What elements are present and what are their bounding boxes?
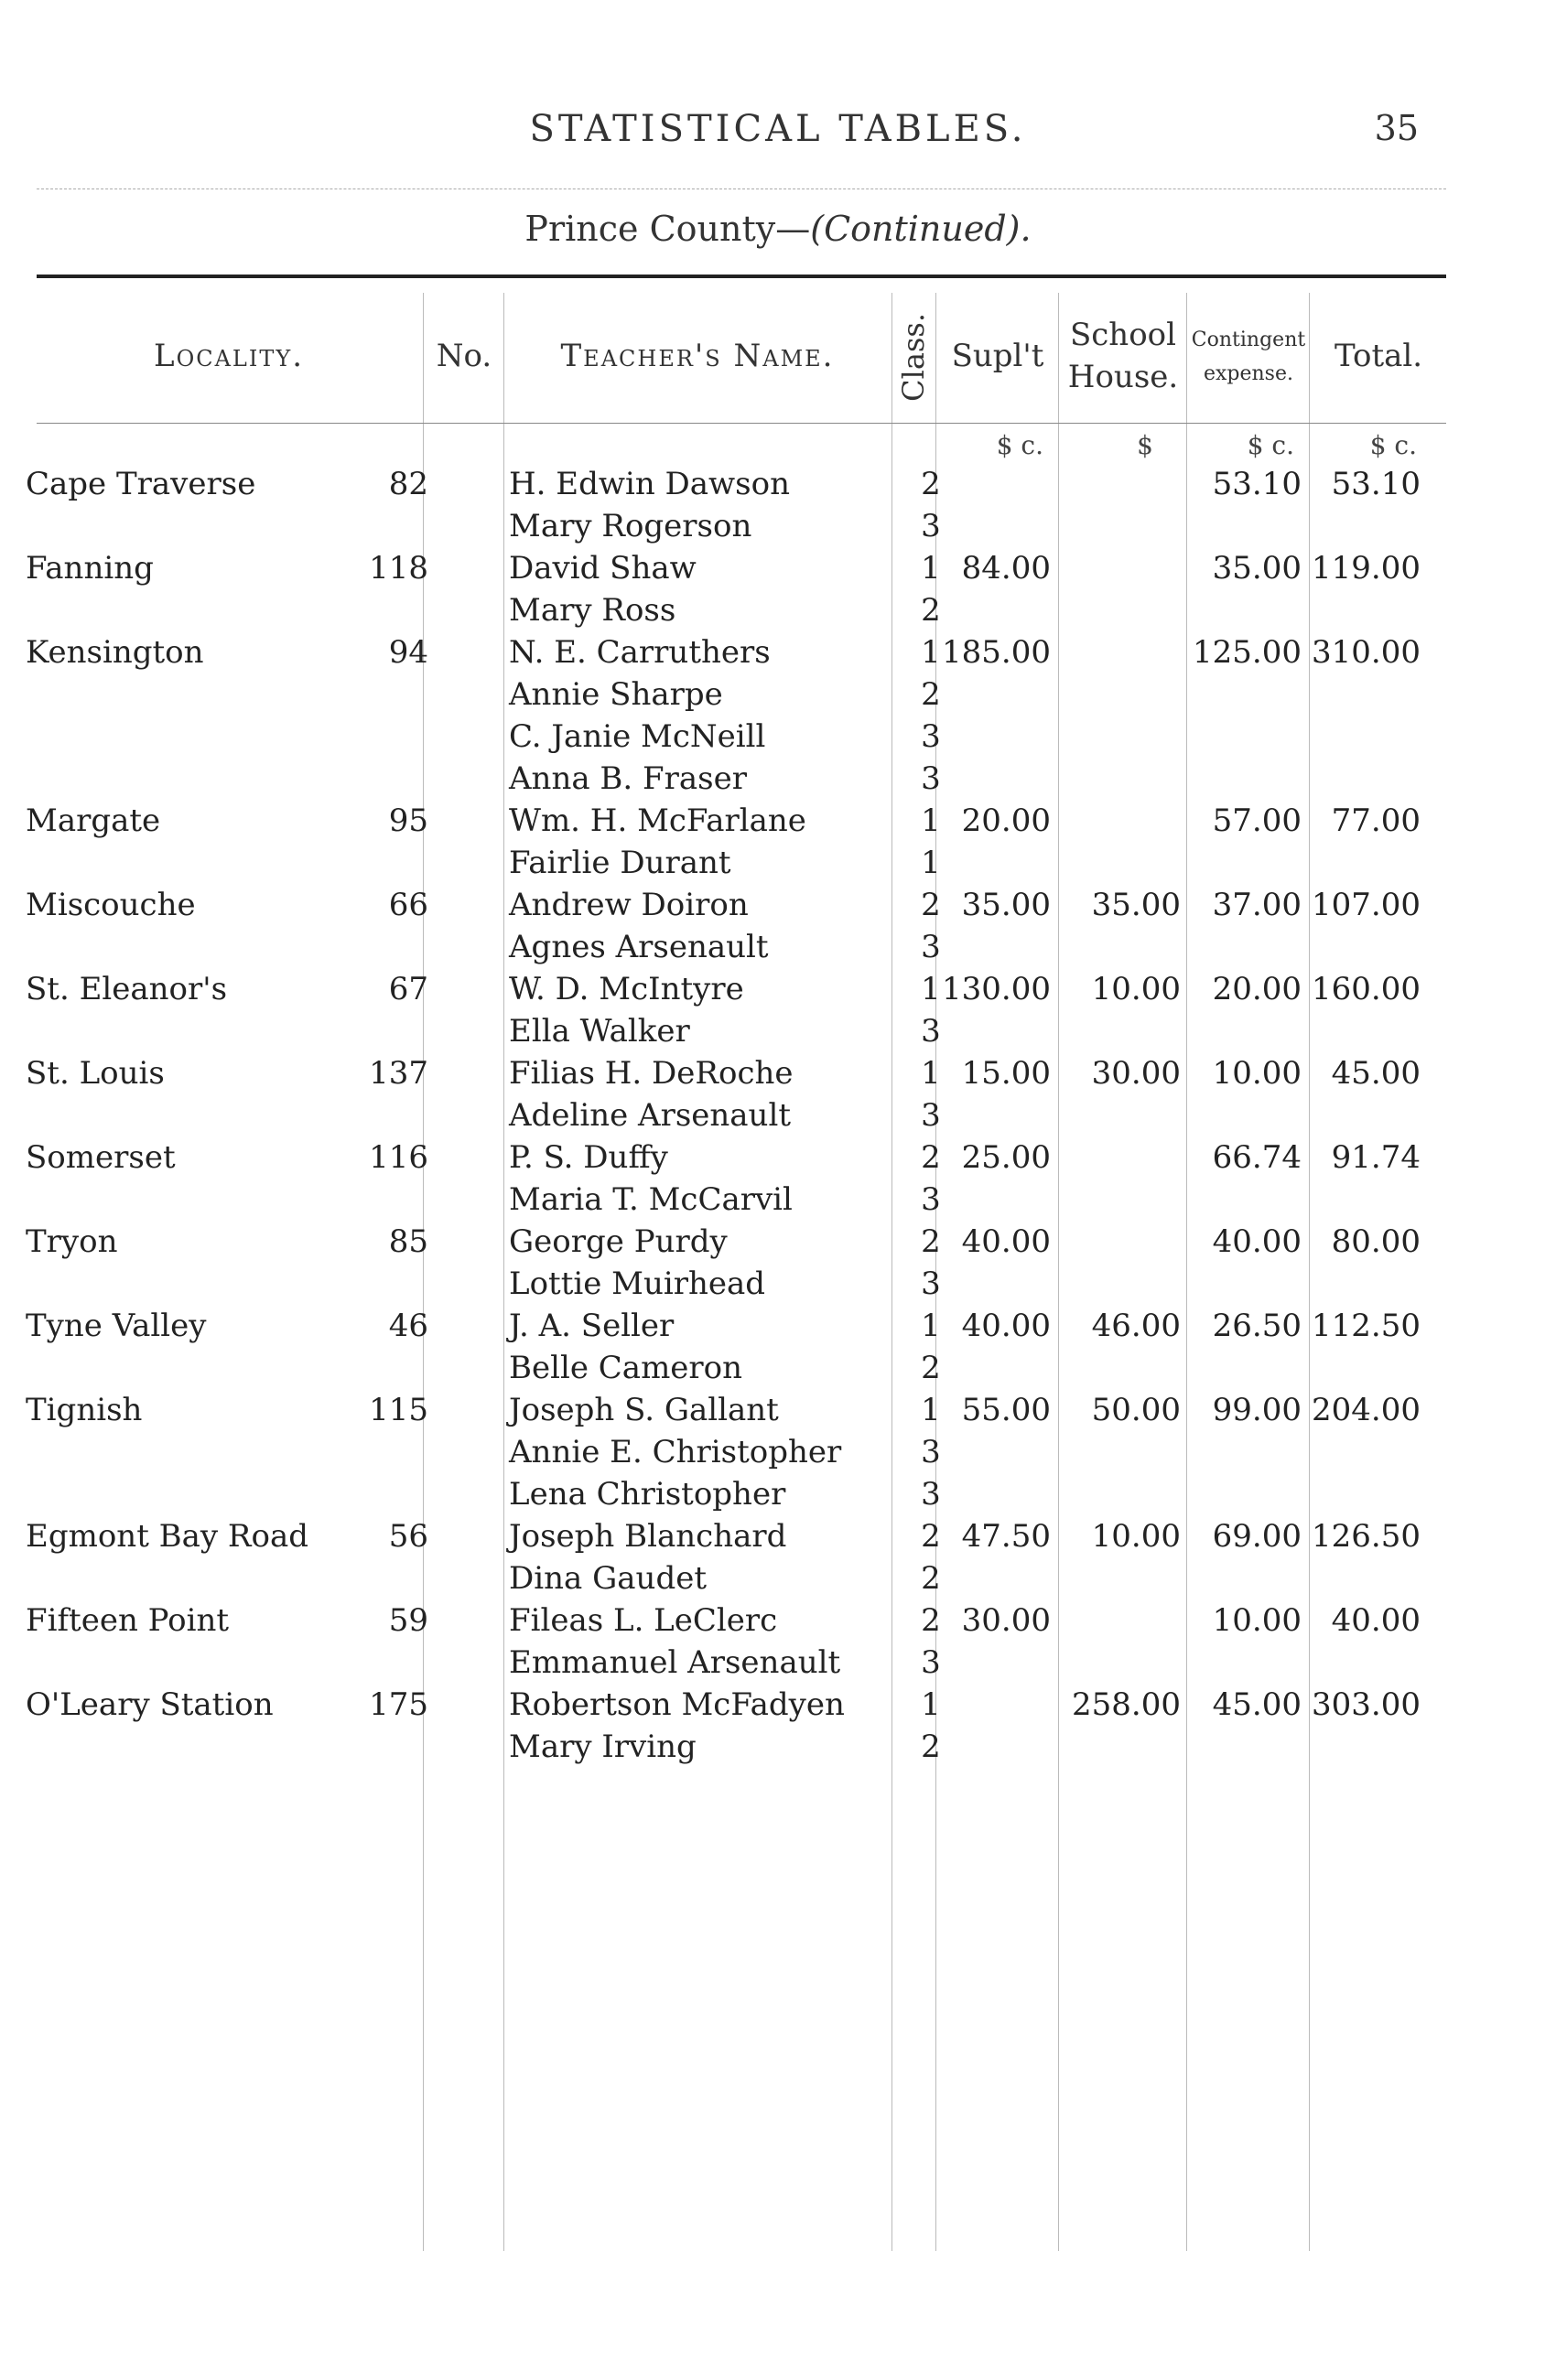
- table-row: [0, 1642, 1556, 1684]
- class-cell: 3: [921, 1476, 941, 1513]
- contingent-cell: 10.00: [1212, 1602, 1302, 1639]
- contingent-cell: 53.10: [1212, 466, 1302, 502]
- contingent-cell: 40.00: [1212, 1223, 1302, 1260]
- table-row: [0, 1431, 1556, 1473]
- total-cell: 80.00: [1331, 1223, 1421, 1260]
- class-cell: 3: [921, 1644, 941, 1681]
- contingent-cell: 66.74: [1212, 1139, 1302, 1176]
- teacher-name-cell: Emmanuel Arsenault: [509, 1644, 841, 1681]
- table-row: [0, 1347, 1556, 1389]
- school-number-cell: 95: [388, 802, 428, 839]
- header-teacher-name: Teacher's Name.: [560, 338, 835, 375]
- class-cell: 2: [921, 676, 941, 713]
- class-cell: 3: [921, 1434, 941, 1470]
- locality-cell: St. Eleanor's: [26, 971, 228, 1007]
- school-number-cell: 46: [388, 1308, 428, 1344]
- teacher-name-cell: David Shaw: [509, 550, 697, 587]
- table-row: [0, 1473, 1556, 1515]
- school-house-cell: 50.00: [1091, 1392, 1181, 1428]
- class-cell: 2: [921, 1602, 941, 1639]
- teacher-name-cell: P. S. Duffy: [509, 1139, 668, 1176]
- table-subtitle: [0, 209, 1556, 249]
- class-cell: 2: [921, 1728, 941, 1765]
- table-row: [0, 1136, 1556, 1179]
- teacher-name-cell: Mary Rogerson: [509, 508, 752, 544]
- total-cell: 303.00: [1312, 1686, 1421, 1723]
- header-rule: [37, 188, 1446, 189]
- teacher-name-cell: Ella Walker: [509, 1013, 690, 1050]
- teacher-name-cell: George Purdy: [509, 1223, 728, 1260]
- table-row: [0, 1263, 1556, 1305]
- total-cell: 91.74: [1331, 1139, 1421, 1176]
- table-row: [0, 1599, 1556, 1642]
- header-school-house-line2: House.: [1067, 359, 1179, 395]
- table-row: [0, 842, 1556, 884]
- class-cell: 3: [921, 760, 941, 797]
- suplt-cell: 20.00: [961, 802, 1051, 839]
- school-house-cell: 35.00: [1091, 887, 1181, 923]
- school-number-cell: 94: [388, 634, 428, 671]
- table-row: [0, 968, 1556, 1010]
- subtitle-main: Prince County—: [524, 209, 811, 249]
- class-cell: 3: [921, 718, 941, 755]
- locality-cell: Tyne Valley: [26, 1308, 207, 1344]
- teacher-name-cell: Anna B. Fraser: [509, 760, 747, 797]
- teacher-name-cell: Wm. H. McFarlane: [509, 802, 806, 839]
- school-number-cell: 67: [388, 971, 428, 1007]
- teacher-name-cell: H. Edwin Dawson: [509, 466, 790, 502]
- total-cell: 160.00: [1312, 971, 1421, 1007]
- unit-school-house: $: [1137, 430, 1153, 460]
- locality-cell: Somerset: [26, 1139, 176, 1176]
- suplt-cell: 40.00: [961, 1308, 1051, 1344]
- teacher-name-cell: J. A. Seller: [509, 1308, 675, 1344]
- contingent-cell: 10.00: [1212, 1055, 1302, 1092]
- suplt-cell: 84.00: [961, 550, 1051, 587]
- total-cell: 310.00: [1312, 634, 1421, 671]
- table-row: [0, 800, 1556, 842]
- total-cell: 107.00: [1312, 887, 1421, 923]
- teacher-name-cell: Lottie Muirhead: [509, 1265, 766, 1302]
- teacher-name-cell: C. Janie McNeill: [509, 718, 766, 755]
- table-row: [0, 1010, 1556, 1052]
- page-number: 35: [1374, 108, 1419, 148]
- total-cell: 45.00: [1331, 1055, 1421, 1092]
- class-cell: 1: [921, 550, 941, 587]
- school-number-cell: 56: [388, 1518, 428, 1555]
- table-row: [0, 758, 1556, 800]
- locality-cell: Miscouche: [26, 887, 196, 923]
- header-school-house-line1: School: [1069, 317, 1177, 354]
- teacher-name-cell: Fileas L. LeClerc: [509, 1602, 778, 1639]
- school-number-cell: 59: [388, 1602, 428, 1639]
- header-school-house: [1060, 293, 1186, 421]
- table-row: [0, 926, 1556, 968]
- teacher-name-cell: Andrew Doiron: [509, 887, 749, 923]
- school-number-cell: 85: [388, 1223, 428, 1260]
- total-cell: 126.50: [1312, 1518, 1421, 1555]
- unit-suplt: $ c.: [996, 430, 1043, 460]
- table-row: [0, 1684, 1556, 1726]
- table-row: [0, 547, 1556, 589]
- teacher-name-cell: Annie E. Christopher: [509, 1434, 842, 1470]
- total-cell: 53.10: [1331, 466, 1421, 502]
- school-number-cell: 175: [369, 1686, 428, 1723]
- school-house-cell: 46.00: [1091, 1308, 1181, 1344]
- suplt-cell: 30.00: [961, 1602, 1051, 1639]
- teacher-name-cell: Belle Cameron: [509, 1350, 743, 1386]
- total-cell: 40.00: [1331, 1602, 1421, 1639]
- contingent-cell: 35.00: [1212, 550, 1302, 587]
- class-cell: 1: [921, 1686, 941, 1723]
- suplt-cell: 40.00: [961, 1223, 1051, 1260]
- locality-cell: Tryon: [26, 1223, 118, 1260]
- table-row: [0, 1557, 1556, 1599]
- teacher-name-cell: Fairlie Durant: [509, 845, 731, 881]
- total-cell: 119.00: [1312, 550, 1421, 587]
- school-number-cell: 66: [388, 887, 428, 923]
- contingent-cell: 57.00: [1212, 802, 1302, 839]
- class-cell: 2: [921, 1518, 941, 1555]
- table-row: [0, 589, 1556, 631]
- locality-cell: Tignish: [26, 1392, 143, 1428]
- teacher-name-cell: Annie Sharpe: [509, 676, 723, 713]
- table-row: [0, 1389, 1556, 1431]
- table-row: [0, 631, 1556, 673]
- table-row: [0, 463, 1556, 505]
- class-cell: 1: [921, 1392, 941, 1428]
- class-cell: 2: [921, 1560, 941, 1597]
- class-cell: 1: [921, 634, 941, 671]
- teacher-name-cell: Robertson McFadyen: [509, 1686, 845, 1723]
- locality-cell: Kensington: [26, 634, 204, 671]
- class-cell: 3: [921, 1097, 941, 1134]
- class-cell: 3: [921, 508, 941, 544]
- suplt-cell: 35.00: [961, 887, 1051, 923]
- header-suplt: Supl't: [951, 338, 1044, 375]
- contingent-cell: 20.00: [1212, 971, 1302, 1007]
- table-top-rule: [37, 275, 1446, 278]
- contingent-cell: 69.00: [1212, 1518, 1302, 1555]
- total-cell: 77.00: [1331, 802, 1421, 839]
- header-class: [893, 293, 935, 421]
- school-number-cell: 116: [369, 1139, 428, 1176]
- locality-cell: St. Louis: [26, 1055, 165, 1092]
- header-class-label: Class.: [896, 312, 932, 402]
- unit-total: $ c.: [1369, 430, 1417, 460]
- header-locality: Locality.: [153, 338, 305, 375]
- header-no: No.: [436, 338, 492, 375]
- table-row: [0, 1094, 1556, 1136]
- suplt-cell: 130.00: [942, 971, 1051, 1007]
- class-cell: 2: [921, 592, 941, 629]
- suplt-cell: 185.00: [942, 634, 1051, 671]
- locality-cell: Margate: [26, 802, 161, 839]
- header-contingent-line1: Contingent: [1191, 328, 1306, 351]
- subtitle-continued: (Continued).: [810, 209, 1032, 249]
- class-cell: 3: [921, 929, 941, 965]
- table-row: [0, 1515, 1556, 1557]
- total-cell: 204.00: [1312, 1392, 1421, 1428]
- school-house-cell: 10.00: [1091, 971, 1181, 1007]
- class-cell: 1: [921, 802, 941, 839]
- contingent-cell: 99.00: [1212, 1392, 1302, 1428]
- class-cell: 2: [921, 466, 941, 502]
- school-number-cell: 115: [369, 1392, 428, 1428]
- suplt-cell: 47.50: [961, 1518, 1051, 1555]
- table-row: [0, 884, 1556, 926]
- header-total: Total.: [1334, 338, 1423, 375]
- table-row: [0, 1179, 1556, 1221]
- class-cell: 2: [921, 1350, 941, 1386]
- table-row: [0, 1221, 1556, 1263]
- school-number-cell: 137: [369, 1055, 428, 1092]
- teacher-name-cell: W. D. McIntyre: [509, 971, 744, 1007]
- teacher-name-cell: Lena Christopher: [509, 1476, 786, 1513]
- suplt-cell: 15.00: [961, 1055, 1051, 1092]
- contingent-cell: 26.50: [1212, 1308, 1302, 1344]
- header-bottom-rule: [37, 423, 1446, 424]
- school-number-cell: 118: [369, 550, 428, 587]
- class-cell: 1: [921, 1055, 941, 1092]
- table-row: [0, 716, 1556, 758]
- table-row: [0, 673, 1556, 716]
- header-contingent-line2: expense.: [1203, 362, 1293, 385]
- table-row: [0, 505, 1556, 547]
- teacher-name-cell: Mary Ross: [509, 592, 676, 629]
- contingent-cell: 37.00: [1212, 887, 1302, 923]
- table-row: [0, 1052, 1556, 1094]
- school-number-cell: 82: [388, 466, 428, 502]
- locality-cell: O'Leary Station: [26, 1686, 274, 1723]
- class-cell: 1: [921, 845, 941, 881]
- table-row: [0, 1305, 1556, 1347]
- unit-contingent: $ c.: [1247, 430, 1294, 460]
- locality-cell: Egmont Bay Road: [26, 1518, 309, 1555]
- class-cell: 1: [921, 1308, 941, 1344]
- school-house-cell: 258.00: [1072, 1686, 1181, 1723]
- class-cell: 3: [921, 1181, 941, 1218]
- locality-cell: Fanning: [26, 550, 154, 587]
- class-cell: 2: [921, 1139, 941, 1176]
- locality-cell: Cape Traverse: [26, 466, 256, 502]
- teacher-name-cell: Dina Gaudet: [509, 1560, 707, 1597]
- suplt-cell: 25.00: [961, 1139, 1051, 1176]
- class-cell: 1: [921, 971, 941, 1007]
- header-contingent-expense: [1188, 293, 1309, 421]
- school-house-cell: 30.00: [1091, 1055, 1181, 1092]
- teacher-name-cell: Maria T. McCarvil: [509, 1181, 793, 1218]
- teacher-name-cell: Adeline Arsenault: [509, 1097, 791, 1134]
- total-cell: 112.50: [1312, 1308, 1421, 1344]
- school-house-cell: 10.00: [1091, 1518, 1181, 1555]
- class-cell: 2: [921, 887, 941, 923]
- teacher-name-cell: Joseph S. Gallant: [509, 1392, 779, 1428]
- suplt-cell: 55.00: [961, 1392, 1051, 1428]
- class-cell: 3: [921, 1013, 941, 1050]
- teacher-name-cell: N. E. Carruthers: [509, 634, 771, 671]
- contingent-cell: 45.00: [1212, 1686, 1302, 1723]
- locality-cell: Fifteen Point: [26, 1602, 230, 1639]
- teacher-name-cell: Joseph Blanchard: [509, 1518, 787, 1555]
- running-title: STATISTICAL TABLES.: [529, 108, 1027, 150]
- contingent-cell: 125.00: [1193, 634, 1302, 671]
- teacher-name-cell: Agnes Arsenault: [509, 929, 769, 965]
- class-cell: 3: [921, 1265, 941, 1302]
- teacher-name-cell: Mary Irving: [509, 1728, 697, 1765]
- table-row: [0, 1726, 1556, 1768]
- class-cell: 2: [921, 1223, 941, 1260]
- teacher-name-cell: Filias H. DeRoche: [509, 1055, 794, 1092]
